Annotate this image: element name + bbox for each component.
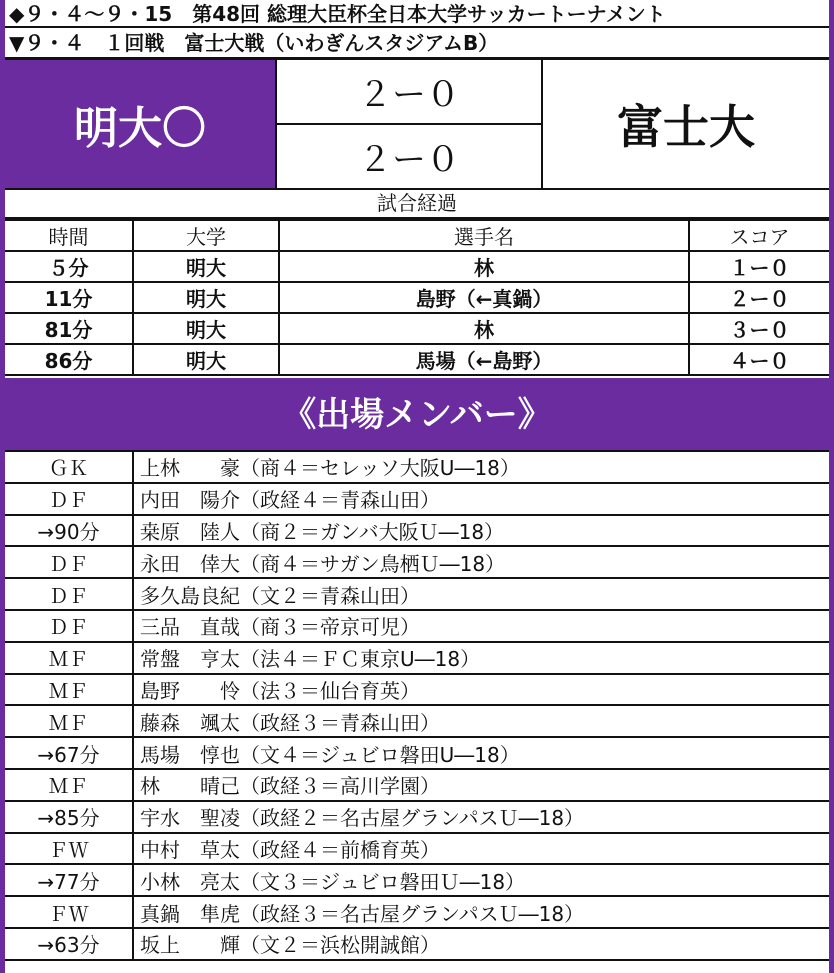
goals-header-row: [5, 220, 829, 251]
roster-position: ＭＦ: [5, 642, 133, 674]
col-player: 選手名: [279, 220, 689, 251]
table-row: [5, 313, 829, 344]
table-row: [5, 282, 829, 313]
goal-time: ５分: [5, 251, 133, 282]
roster-position: →90分: [5, 515, 133, 547]
table-row: [5, 833, 829, 865]
home-team: 明大〇: [5, 60, 277, 188]
roster-player: 馬場 惇也（文４＝ジュビロ磐田U―18）: [133, 737, 829, 769]
table-row: [5, 251, 829, 282]
roster-player: 小林 亮太（文３＝ジュビロ磐田Ｕ―18）: [133, 864, 829, 896]
roster-position: ＭＦ: [5, 705, 133, 737]
roster-player: 三品 直哉（商３＝帝京可児）: [133, 610, 829, 642]
goal-player: 林: [279, 251, 689, 282]
table-row: [5, 483, 829, 515]
roster-position: ＧＫ: [5, 451, 133, 483]
goal-university: 明大: [133, 282, 279, 313]
roster-player: 中村 草太（政経４＝前橋育英）: [133, 833, 829, 865]
col-time: 時間: [5, 220, 133, 251]
members-title: 《出場メンバー》: [5, 378, 829, 444]
table-row: [5, 801, 829, 833]
roster-position: ＦＷ: [5, 833, 133, 865]
goal-score: ３ー０: [689, 313, 829, 344]
tournament-header: ◆９・４～９・15 第48回 総理大臣杯全日本大学サッカートーナメント: [5, 0, 829, 28]
col-university: 大学: [133, 220, 279, 251]
roster-position: ＭＦ: [5, 674, 133, 706]
table-row: [5, 610, 829, 642]
roster-position: ＦＷ: [5, 896, 133, 928]
roster-player: 桒原 陸人（商２＝ガンバ大阪Ｕ―18）: [133, 515, 829, 547]
table-row: [5, 451, 829, 483]
table-row: [5, 546, 829, 578]
goal-score: １ー０: [689, 251, 829, 282]
goal-score: ４ー０: [689, 344, 829, 375]
goal-time: 11分: [5, 282, 133, 313]
roster-player: 常盤 亨太（法４＝ＦＣ東京U―18）: [133, 642, 829, 674]
table-row: [5, 928, 829, 960]
roster-position: ＤＦ: [5, 546, 133, 578]
roster-player: 上林 豪（商４＝セレッソ大阪U―18）: [133, 451, 829, 483]
roster-position: ＤＦ: [5, 578, 133, 610]
table-row: [5, 642, 829, 674]
goal-university: 明大: [133, 344, 279, 375]
table-row: [5, 705, 829, 737]
roster-player: 藤森 颯太（政経３＝青森山田）: [133, 705, 829, 737]
score-first: ２ー０: [358, 75, 460, 115]
roster-position: ＭＦ: [5, 769, 133, 801]
table-row: [5, 344, 829, 375]
roster-position: →85分: [5, 801, 133, 833]
table-row: [5, 896, 829, 928]
roster-player: 林 晴己（政経３＝高川学園）: [133, 769, 829, 801]
table-row: [5, 674, 829, 706]
roster-position: →77分: [5, 864, 133, 896]
goals-table: [5, 219, 829, 376]
roster-position: ＤＦ: [5, 610, 133, 642]
roster-position: →63分: [5, 928, 133, 960]
roster-player: 島野 怜（法３＝仙台育英）: [133, 674, 829, 706]
goal-player: 林: [279, 313, 689, 344]
goal-time: 86分: [5, 344, 133, 375]
away-team: 富士大: [617, 100, 755, 154]
roster-player: 永田 倖大（商４＝サガン鳥栖Ｕ―18）: [133, 546, 829, 578]
roster-player: 多久島良紀（文２＝青森山田）: [133, 578, 829, 610]
goal-score: ２ー０: [689, 282, 829, 313]
roster-player: 坂上 輝（文２＝浜松開誠館）: [133, 928, 829, 960]
roster-position: →67分: [5, 737, 133, 769]
score-column: [277, 60, 543, 188]
goal-player: 島野（←真鍋）: [279, 282, 689, 313]
roster-table: [5, 450, 829, 961]
goal-player: 馬場（←島野）: [279, 344, 689, 375]
table-row: [5, 578, 829, 610]
goal-university: 明大: [133, 251, 279, 282]
table-row: [5, 769, 829, 801]
col-score: スコア: [689, 220, 829, 251]
match-header: ▼９・４ １回戦 富士大戦（いわぎんスタジアムB）: [5, 28, 829, 60]
scoreboard: [5, 60, 829, 190]
goals-title: 試合経過: [5, 190, 829, 219]
roster-player: 宇水 聖凌（政経２＝名古屋グランパスＵ―18）: [133, 801, 829, 833]
goal-time: 81分: [5, 313, 133, 344]
table-row: [5, 515, 829, 547]
roster-position: ＤＦ: [5, 483, 133, 515]
roster-player: 真鍋 隼虎（政経３＝名古屋グランパスＵ―18）: [133, 896, 829, 928]
roster-player: 内田 陽介（政経４＝青森山田）: [133, 483, 829, 515]
score-second: ２ー０: [277, 123, 541, 188]
goal-university: 明大: [133, 313, 279, 344]
table-row: [5, 737, 829, 769]
table-row: [5, 864, 829, 896]
